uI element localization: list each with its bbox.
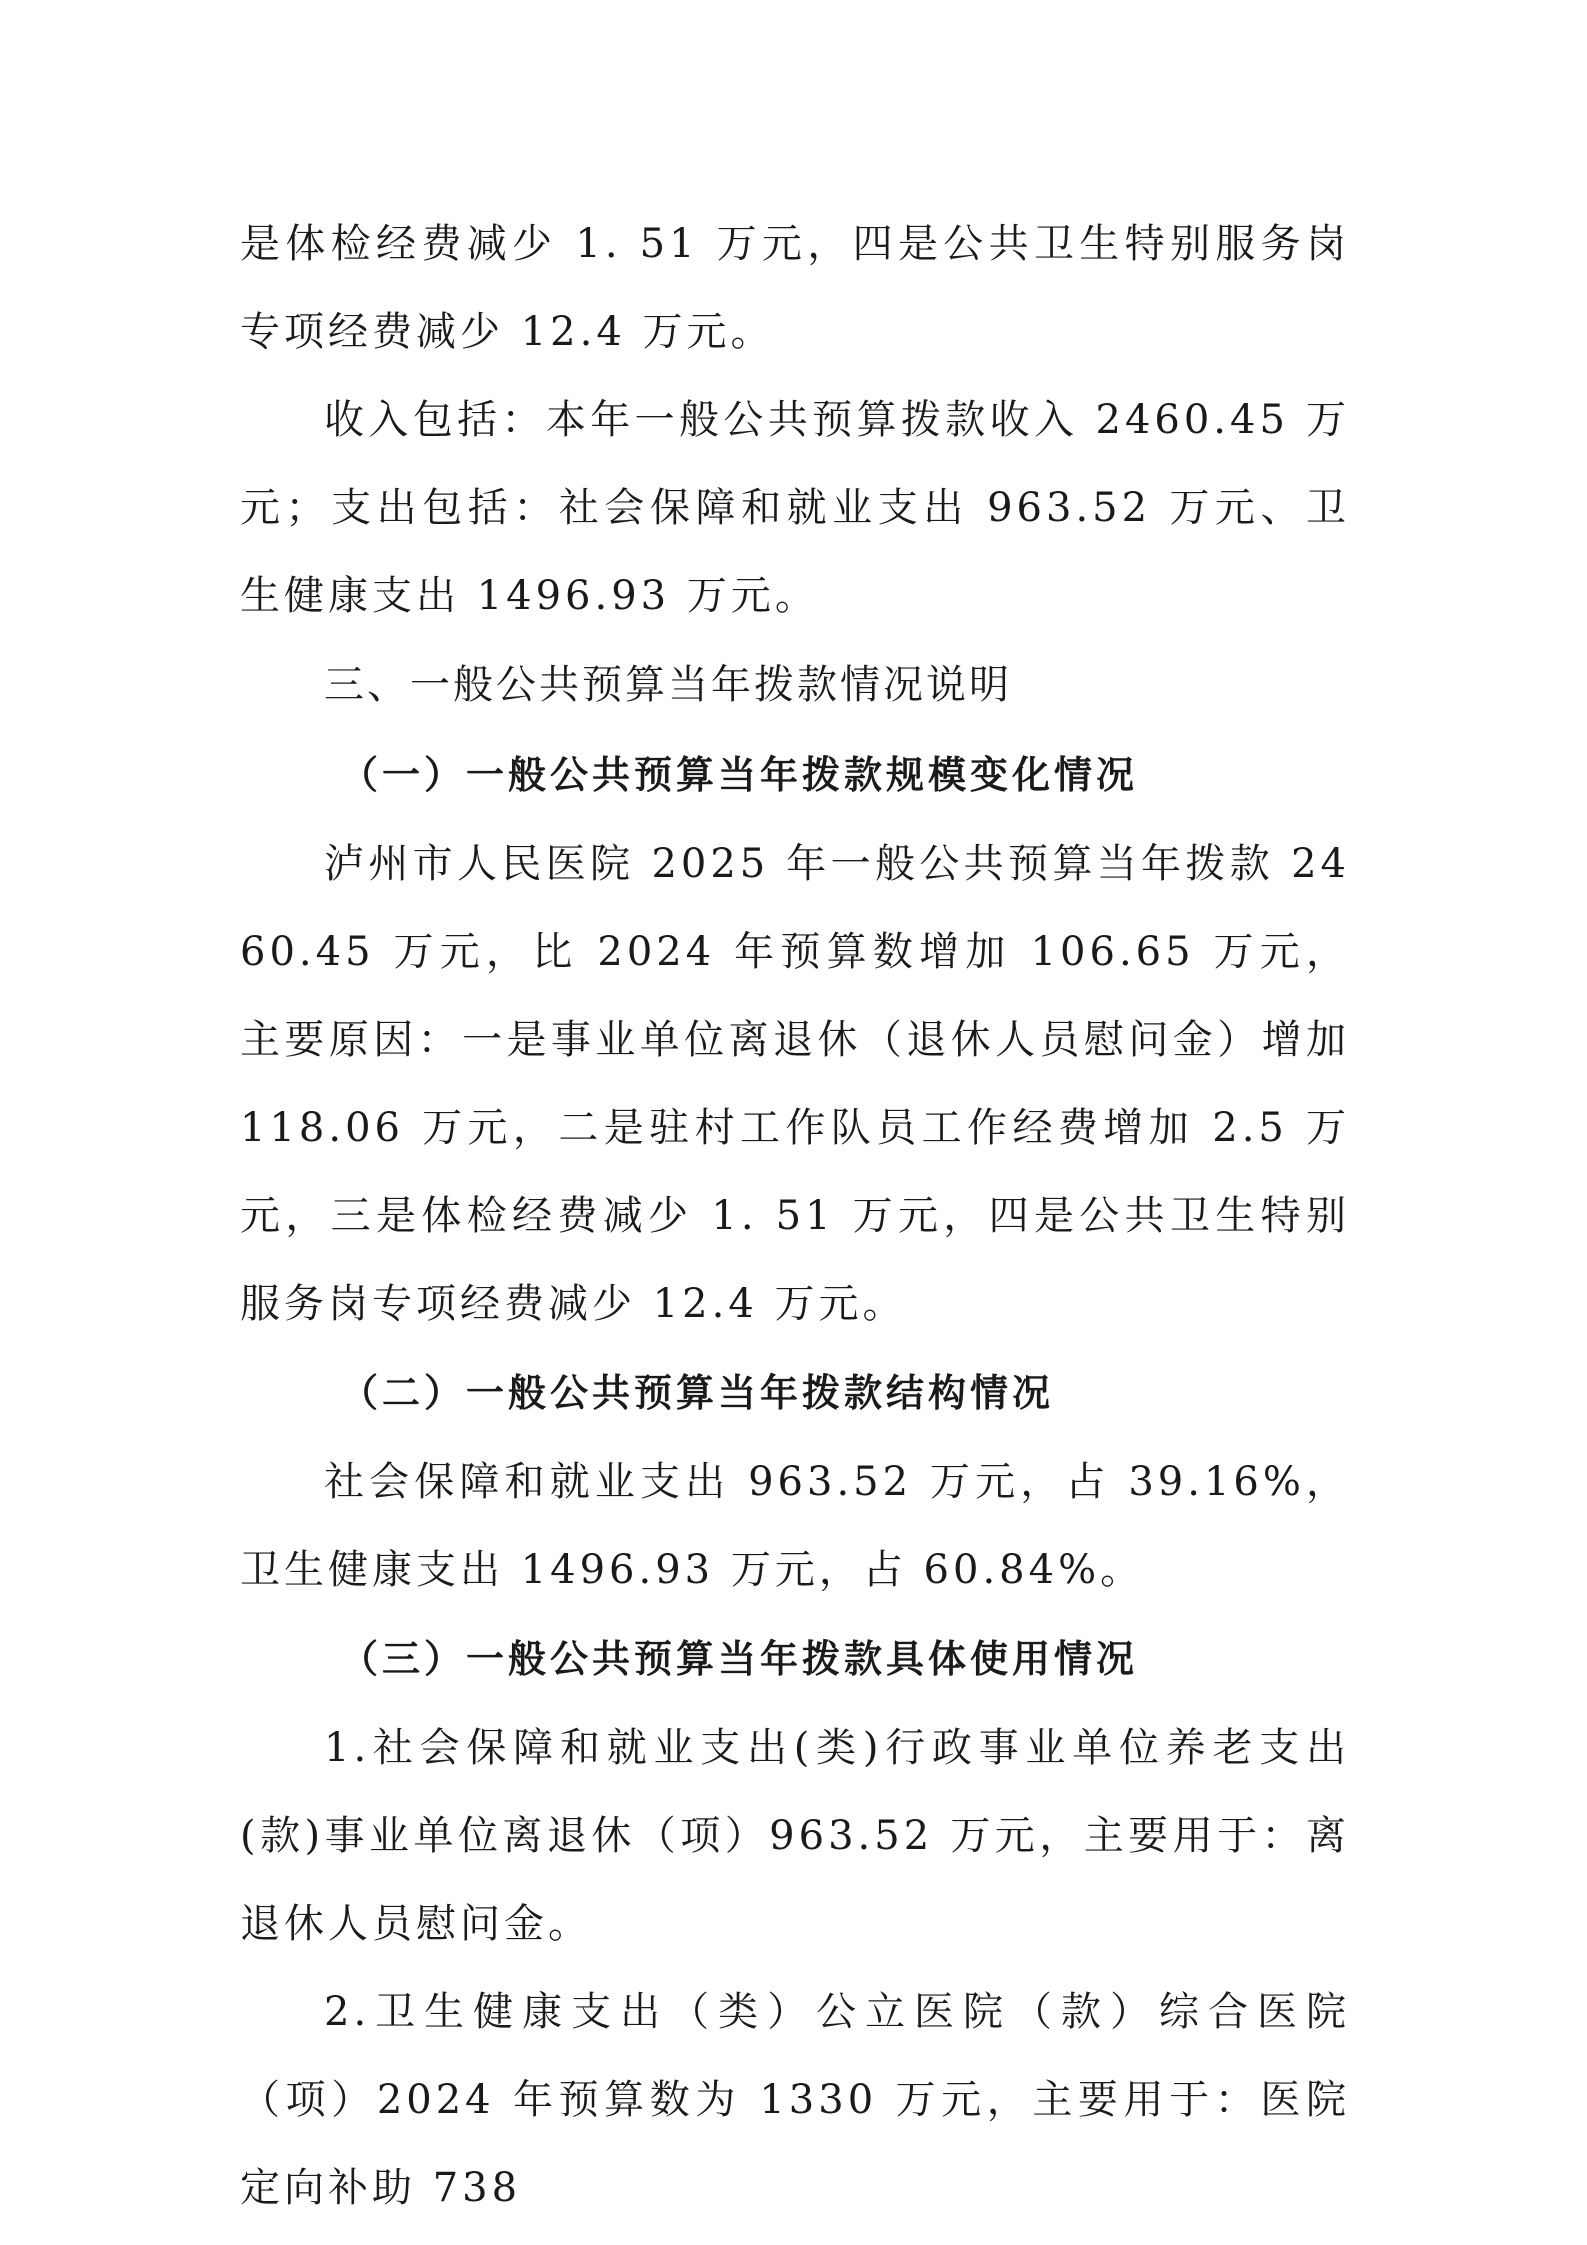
paragraph-income-expenditure: 收入包括：本年一般公共预算拨款收入 2460.45 万元；支出包括：社会保障和就业支出 963.52 万元、卫生健康支出 1496.93 万元。 <box>240 397 1350 619</box>
paragraph-continuation: 是体检经费减少 1. 51 万元，四是公共卫生特别服务岗专项经费减少 12.4 万元。 <box>240 221 1350 355</box>
subsection-heading-structure: （二）一般公共预算当年拨款结构情况 <box>340 1371 1055 1415</box>
document-body <box>240 200 1350 2232</box>
paragraph-usage-health: 2.卫生健康支出（类）公立医院（款）综合医院（项）2024 年预算数为 1330 万元，主要用于：医院定向补助 738 <box>240 1989 1350 2211</box>
section-heading-general-budget: 三、一般公共预算当年拨款情况说明 <box>324 662 1012 708</box>
paragraph-usage-social-security: 1.社会保障和就业支出(类)行政事业单位养老支出(款)事业单位离退休（项）963.52 万元，主要用于：离退休人员慰问金。 <box>240 1725 1350 1947</box>
subsection-heading-scale-change: （一）一般公共预算当年拨款规模变化情况 <box>340 753 1139 797</box>
subsection-heading-usage: （三）一般公共预算当年拨款具体使用情况 <box>340 1637 1139 1681</box>
paragraph-structure: 社会保障和就业支出 963.52 万元，占 39.16%， 卫生健康支出 1496.93 万元，占 60.84%。 <box>240 1459 1350 1593</box>
paragraph-scale-change: 泸州市人民医院 2025 年一般公共预算当年拨款 2460.45 万元，比 2024 年预算数增加 106.65 万元，主要原因：一是事业单位离退休（退休人员慰问金）增加 118.06 万元，二是驻村工作队员工作经费增加 2.5 万元，三是体检经费减少 1. 51 万元，四是公共卫生特别服务岗专项经费减少 12.4 万元。 <box>240 841 1350 1327</box>
